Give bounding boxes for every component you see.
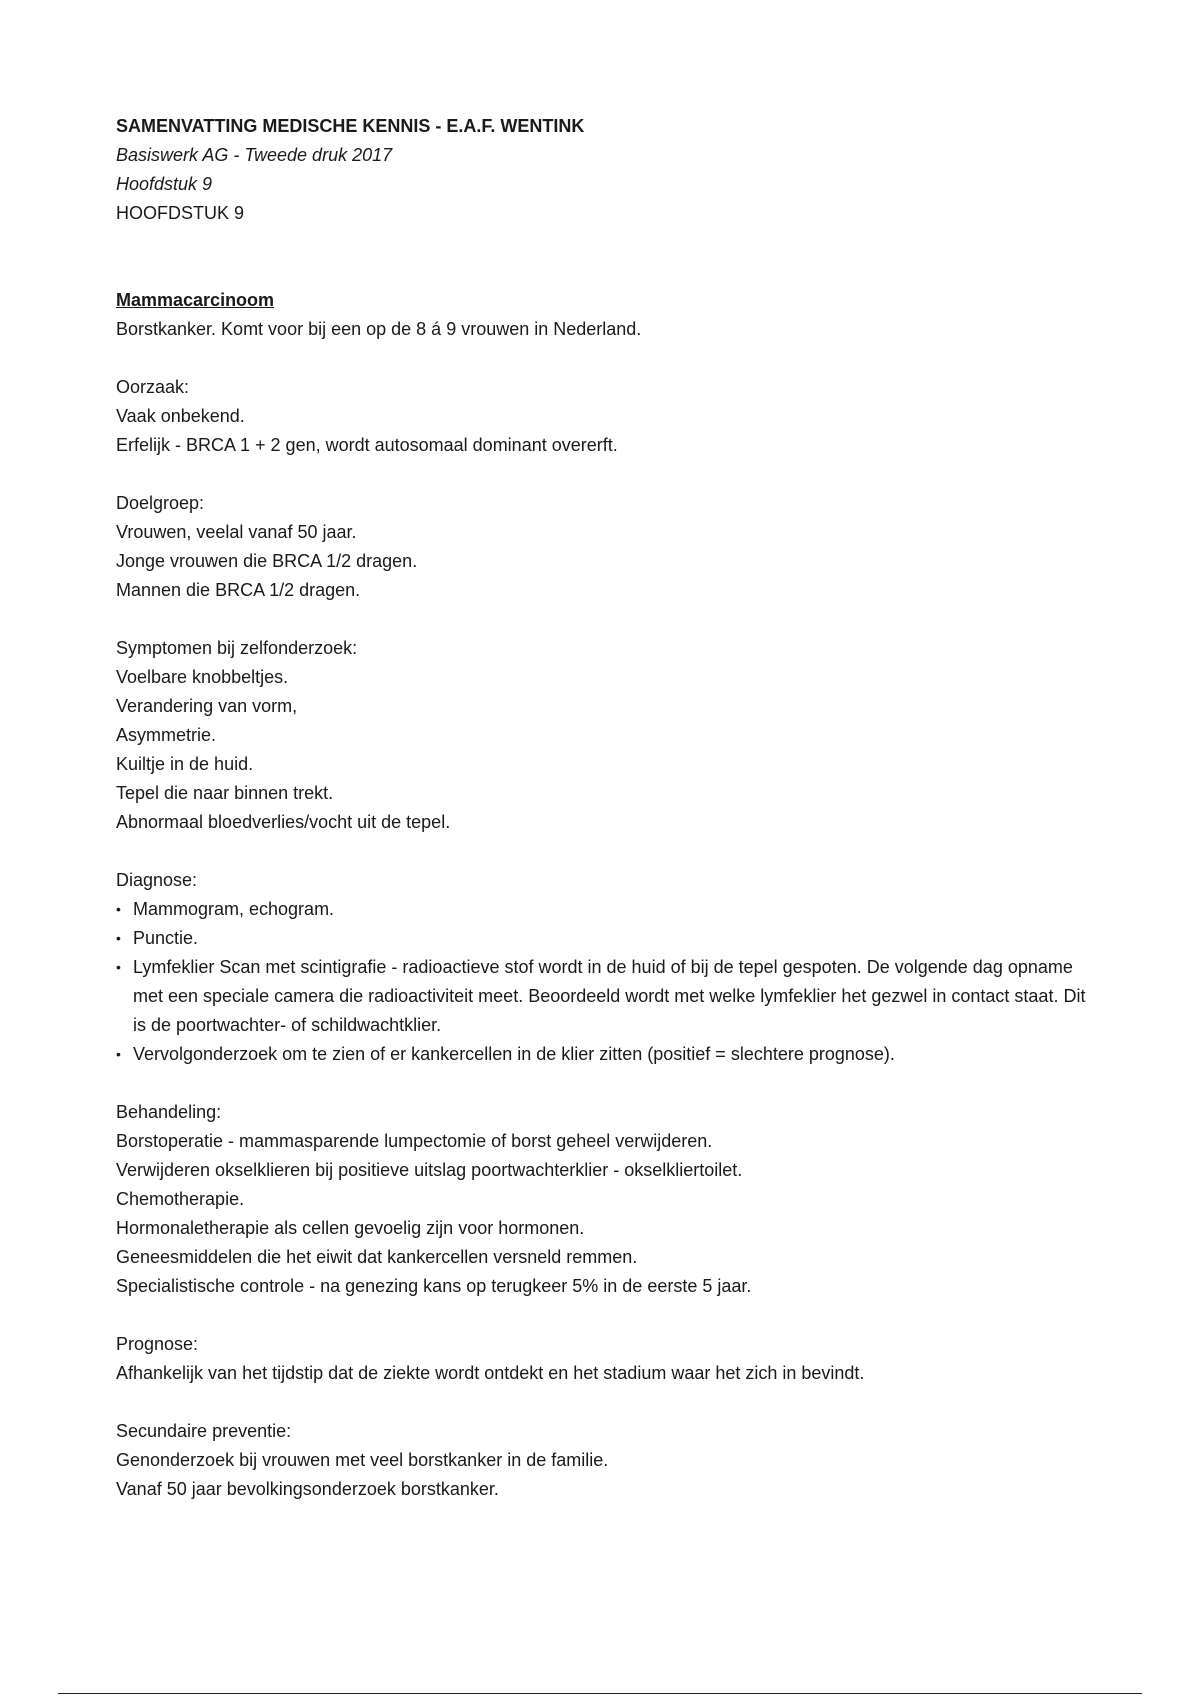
doelgroep-heading: Doelgroep: (116, 493, 205, 513)
symptomen-line: Verandering van vorm, (116, 696, 298, 716)
document-subtitle-book: Basiswerk AG - Tweede druk 2017 (116, 145, 393, 165)
doelgroep-block (116, 489, 1096, 605)
diagnose-item: • Punctie. (116, 924, 1096, 953)
oorzaak-line: Erfelijk - BRCA 1 + 2 gen, wordt autosomaal dominant overerft. (116, 435, 618, 455)
behandeling-line: Geneesmiddelen die het eiwit dat kankercellen versneld remmen. (116, 1247, 638, 1267)
behandeling-block (116, 1098, 1096, 1301)
behandeling-line: Verwijderen okselklieren bij positieve uitslag poortwachterklier - okselkliertoilet. (116, 1160, 743, 1180)
doelgroep-line: Vrouwen, veelal vanaf 50 jaar. (116, 522, 357, 542)
symptomen-block (116, 634, 1096, 837)
diagnose-item: • Vervolgonderzoek om te zien of er kankercellen in de klier zitten (positief = slechtere prognose). (116, 1040, 1096, 1069)
document-page (116, 112, 1096, 1504)
symptomen-heading: Symptomen bij zelfonderzoek: (116, 638, 358, 658)
prognose-heading: Prognose: (116, 1334, 199, 1354)
diagnose-block (116, 866, 1096, 1069)
oorzaak-block (116, 373, 1096, 460)
doelgroep-line: Jonge vrouwen die BRCA 1/2 dragen. (116, 551, 418, 571)
prognose-block (116, 1330, 1096, 1388)
symptomen-line: Asymmetrie. (116, 725, 217, 745)
preventie-line: Vanaf 50 jaar bevolkingsonderzoek borstkanker. (116, 1479, 499, 1499)
behandeling-heading: Behandeling: (116, 1102, 222, 1122)
diagnose-item: • Mammogram, echogram. (116, 895, 1096, 924)
oorzaak-heading: Oorzaak: (116, 377, 190, 397)
section-intro: Borstkanker. Komt voor bij een op de 8 á 9 vrouwen in Nederland. (116, 319, 642, 339)
symptomen-line: Kuiltje in de huid. (116, 754, 254, 774)
diagnose-heading: Diagnose: (116, 870, 198, 890)
document-subtitle-chapter: Hoofdstuk 9 (116, 174, 213, 194)
footer-divider (58, 1693, 1142, 1694)
doelgroep-line: Mannen die BRCA 1/2 dragen. (116, 580, 361, 600)
symptomen-line: Abnormaal bloedverlies/vocht uit de tepel. (116, 812, 451, 832)
behandeling-line: Hormonaletherapie als cellen gevoelig zijn voor hormonen. (116, 1218, 585, 1238)
behandeling-line: Specialistische controle - na genezing kans op terugkeer 5% in de eerste 5 jaar. (116, 1276, 752, 1296)
diagnose-list (116, 895, 1096, 1069)
preventie-block (116, 1417, 1096, 1504)
oorzaak-line: Vaak onbekend. (116, 406, 245, 426)
chapter-heading: HOOFDSTUK 9 (116, 203, 245, 223)
symptomen-line: Tepel die naar binnen trekt. (116, 783, 334, 803)
diagnose-item: • Lymfeklier Scan met scintigrafie - radioactieve stof wordt in de huid of bij de tepel gespoten. De volgende dag opname met een speciale camera die radioactiviteit meet. Beoordeeld wordt met welke lymfeklier het gezwel in contact staat. Dit is de poortwachter- of schildwachtklier. (116, 953, 1096, 1040)
prognose-line: Afhankelijk van het tijdstip dat de ziekte wordt ontdekt en het stadium waar het zich in bevindt. (116, 1363, 865, 1383)
symptomen-line: Voelbare knobbeltjes. (116, 667, 289, 687)
behandeling-line: Borstoperatie - mammasparende lumpectomie of borst geheel verwijderen. (116, 1131, 713, 1151)
section-title: Mammacarcinoom (116, 290, 275, 310)
preventie-line: Genonderzoek bij vrouwen met veel borstkanker in de familie. (116, 1450, 609, 1470)
document-title: SAMENVATTING MEDISCHE KENNIS - E.A.F. WENTINK (116, 116, 585, 136)
preventie-heading: Secundaire preventie: (116, 1421, 292, 1441)
behandeling-line: Chemotherapie. (116, 1189, 245, 1209)
